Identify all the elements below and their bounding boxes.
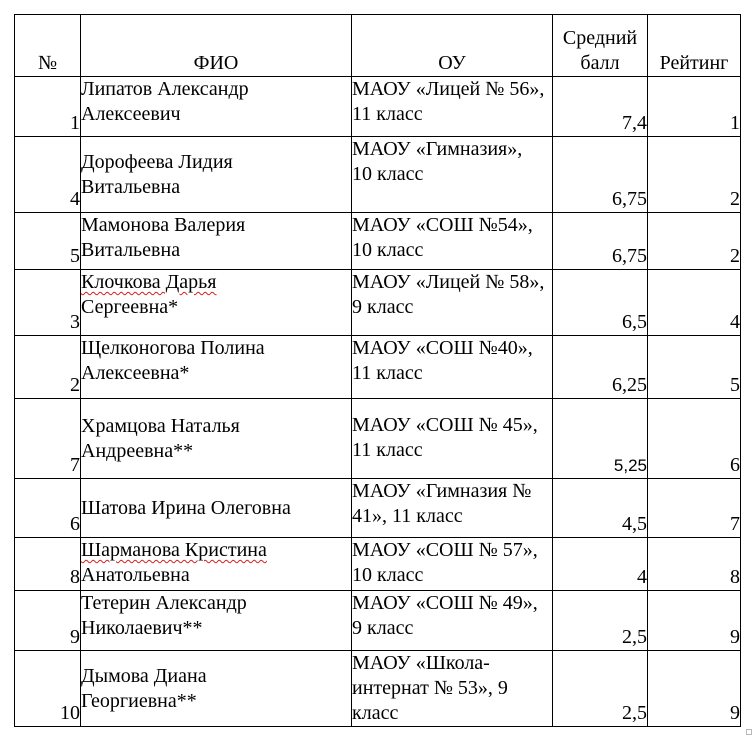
fio-line2: Сергеевна* xyxy=(81,296,179,318)
fio-line1: Щелконогова Полина xyxy=(81,337,265,359)
fio-line2: Алексеевна* xyxy=(81,362,190,384)
row-ou: МАОУ «СОШ № 57», 10 класс xyxy=(352,538,553,591)
row-fio xyxy=(81,591,352,651)
row-rank: 1 xyxy=(648,77,741,137)
table-row xyxy=(15,399,741,479)
resize-handle-icon xyxy=(746,729,752,735)
table-row xyxy=(15,77,741,137)
fio-line2: Алексеевич xyxy=(81,103,181,125)
row-rank: 4 xyxy=(648,270,741,336)
fio-line2: Георгиевна** xyxy=(81,690,197,712)
fio-line1: Шарманова Кристина xyxy=(81,539,267,561)
row-ou: МАОУ «СОШ № 45», 11 класс xyxy=(352,399,553,479)
header-row xyxy=(15,15,741,77)
row-fio xyxy=(81,270,352,336)
fio-line1: Мамонова Валерия xyxy=(81,214,246,236)
row-avg: 7,4 xyxy=(553,77,648,137)
row-num: 10 xyxy=(15,651,81,727)
fio-line1: Липатов Александр xyxy=(81,78,249,100)
row-fio xyxy=(81,651,352,727)
row-rank: 2 xyxy=(648,213,741,270)
table-row xyxy=(15,538,741,591)
table-row xyxy=(15,270,741,336)
row-num: 2 xyxy=(15,336,81,399)
row-ou: МАОУ «Гимназия», 10 класс xyxy=(352,137,553,213)
fio-line2: Витальевна xyxy=(81,176,181,198)
fio-line1: Дымова Диана xyxy=(81,665,207,687)
row-rank: 5 xyxy=(648,336,741,399)
row-ou: МАОУ «СОШ №40», 11 класс xyxy=(352,336,553,399)
row-ou: МАОУ «СОШ № 49», 9 класс xyxy=(352,591,553,651)
row-num: 9 xyxy=(15,591,81,651)
fio-line1: Шатова Ирина Олеговна xyxy=(81,496,291,519)
fio-line2: Анатольевна xyxy=(81,564,190,586)
row-num: 4 xyxy=(15,137,81,213)
row-fio xyxy=(81,479,352,538)
fio-line1: Храмцова Наталья xyxy=(81,415,240,437)
row-fio xyxy=(81,399,352,479)
row-ou: МАОУ «Лицей № 56», 11 класс xyxy=(352,77,553,137)
results-table xyxy=(14,14,741,727)
row-fio xyxy=(81,137,352,213)
row-num: 6 xyxy=(15,479,81,538)
row-rank: 6 xyxy=(648,399,741,479)
row-avg: 2,5 xyxy=(553,651,648,727)
header-num: № xyxy=(15,15,81,77)
table-row xyxy=(15,213,741,270)
table-row xyxy=(15,336,741,399)
row-fio xyxy=(81,336,352,399)
row-num: 8 xyxy=(15,538,81,591)
header-avg xyxy=(553,15,648,77)
row-avg: 6,25 xyxy=(553,336,648,399)
row-avg: 2,5 xyxy=(553,591,648,651)
table-row xyxy=(15,479,741,538)
row-num: 7 xyxy=(15,399,81,479)
row-ou: МАОУ «Лицей № 58», 9 класс xyxy=(352,270,553,336)
table-row xyxy=(15,651,741,727)
fio-line1: Тетерин Александр xyxy=(81,592,247,614)
row-avg: 6,75 xyxy=(553,137,648,213)
row-num: 5 xyxy=(15,213,81,270)
row-rank: 2 xyxy=(648,137,741,213)
table-row xyxy=(15,591,741,651)
row-fio xyxy=(81,213,352,270)
row-avg: 4 xyxy=(553,538,648,591)
fio-line2: Витальевна xyxy=(81,239,181,261)
header-rank: Рейтинг xyxy=(648,15,741,77)
row-ou: МАОУ «СОШ №54», 10 класс xyxy=(352,213,553,270)
row-ou: МАОУ «Школа-интернат № 53», 9 класс xyxy=(352,651,553,727)
row-ou: МАОУ «Гимназия № 41», 11 класс xyxy=(352,479,553,538)
row-num: 3 xyxy=(15,270,81,336)
row-rank: 8 xyxy=(648,538,741,591)
fio-line1: Клочкова Дарья xyxy=(81,271,217,293)
row-avg: 5,25 xyxy=(553,399,648,479)
table-row xyxy=(15,137,741,213)
row-rank: 7 xyxy=(648,479,741,538)
header-avg-line2: балл xyxy=(580,52,620,74)
row-fio xyxy=(81,77,352,137)
row-rank: 9 xyxy=(648,591,741,651)
fio-line2: Николаевич** xyxy=(81,617,203,639)
fio-line1: Дорофеева Лидия xyxy=(81,151,233,173)
row-rank: 9 xyxy=(648,651,741,727)
fio-line2: Андреевна** xyxy=(81,440,194,462)
row-avg: 4,5 xyxy=(553,479,648,538)
header-fio: ФИО xyxy=(81,15,352,77)
row-avg: 6,5 xyxy=(553,270,648,336)
header-ou: ОУ xyxy=(352,15,553,77)
row-fio xyxy=(81,538,352,591)
row-avg: 6,75 xyxy=(553,213,648,270)
header-avg-line1: Средний xyxy=(562,27,638,49)
row-num: 1 xyxy=(15,77,81,137)
